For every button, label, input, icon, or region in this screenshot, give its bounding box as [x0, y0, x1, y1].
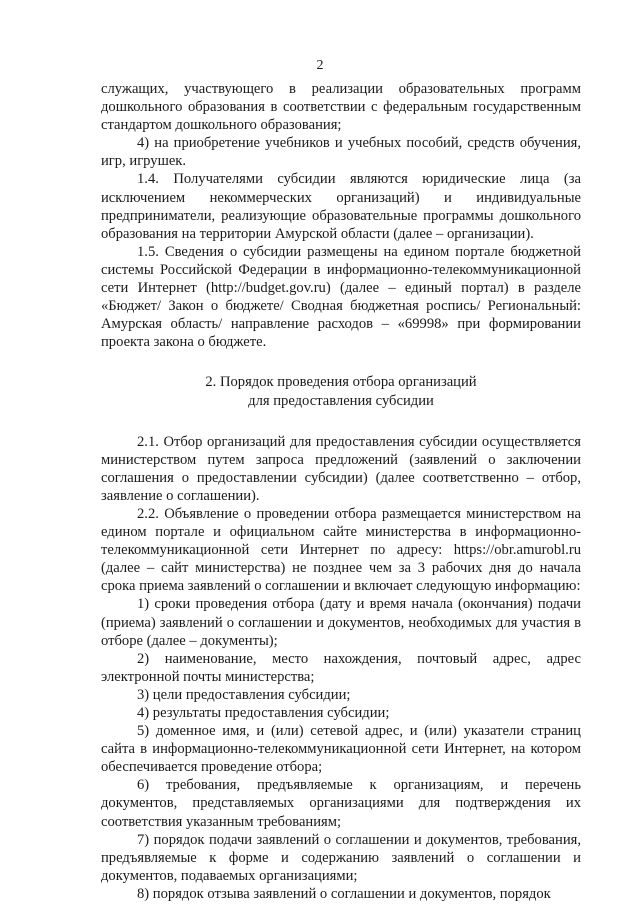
list-item-8: 8) порядок отзыва заявлений о соглашении и документов, порядок: [137, 885, 551, 902]
paragraph-1-4: 1.4. Получателями субсидии являются юридические лица (за исключением некоммерческих организаций) и индивидуальные предприниматели, реализующие образовательные программы дошкольного образования на территории Амурской области (далее – организации).: [101, 171, 581, 242]
list-item-3: 3) цели предоставления субсидии;: [137, 686, 351, 703]
paragraph-2-2: 2.2. Объявление о проведении отбора размещается министерством на едином портале и официальном сайте министерства в информационно-телекоммуникационной сети Интернет по адресу: https://obr.amurobl.ru (далее – сайт министерства) не позднее чем за 3 рабочих дня до начала срока приема заявлений о соглашении и включает следующую информацию:: [101, 505, 581, 595]
section-title: [101, 373, 581, 409]
list-item-4: 4) результаты предоставления субсидии;: [137, 705, 390, 721]
list-item-1: 1) сроки проведения отбора (дату и время начала (окончания) подачи (приема) заявлений о соглашении и документов, необходимых для участия в отборе (далее – документы);: [101, 596, 581, 649]
paragraph-2-1: 2.1. Отбор организаций для предоставления субсидии осуществляется министерством путем запроса предложений (заявлений о заключении соглашения о предоставлении субсидии) (далее соответственно – отбор, заявление о соглашении).: [101, 433, 581, 504]
page-number: 2: [316, 58, 324, 73]
list-item-7: 7) порядок подачи заявлений о соглашении и документов, требования, предъявляемые к форме и содержанию заявлений о соглашении и документов, подаваемых организациями;: [101, 831, 581, 884]
section-title-line-2: для предоставления субсидии: [248, 392, 434, 409]
section-title-line-1: 2. Порядок проведения отбора организаций: [205, 374, 477, 391]
list-item-2: 2) наименование, место нахождения, почтовый адрес, адрес электронной почты министерства;: [101, 650, 581, 685]
list-item-6: 6) требования, предъявляемые к организациям, и перечень документов, представляемых организациями для подтверждения их соответствия указанным требованиям;: [101, 777, 581, 830]
document-body: [101, 80, 581, 903]
list-item-5: 5) доменное имя, и (или) сетевой адрес, и (или) указатели страниц сайта в информационно-телекоммуникационной сети Интернет, на котором обеспечивается проведение отбора;: [101, 723, 581, 776]
paragraph-continuation: служащих, участвующего в реализации образовательных программ дошкольного образования в соответствии с федеральным государственным стандартом дошкольного образования;: [101, 81, 581, 134]
paragraph-1-5: 1.5. Сведения о субсидии размещены на едином портале бюджетной системы Российской Федерации в информационно-телекоммуникационной сети Интернет (http://budget.gov.ru) (далее – единый портал) в разделе «Бюджет/ Закон о бюджете/ Сводная бюджетная роспись/ Региональный: Амурская область/ направление расходов – «69998» при формировании проекта закона о бюджете.: [101, 243, 581, 351]
paragraph-item-4: 4) на приобретение учебников и учебных пособий, средств обучения, игр, игрушек.: [101, 135, 581, 170]
